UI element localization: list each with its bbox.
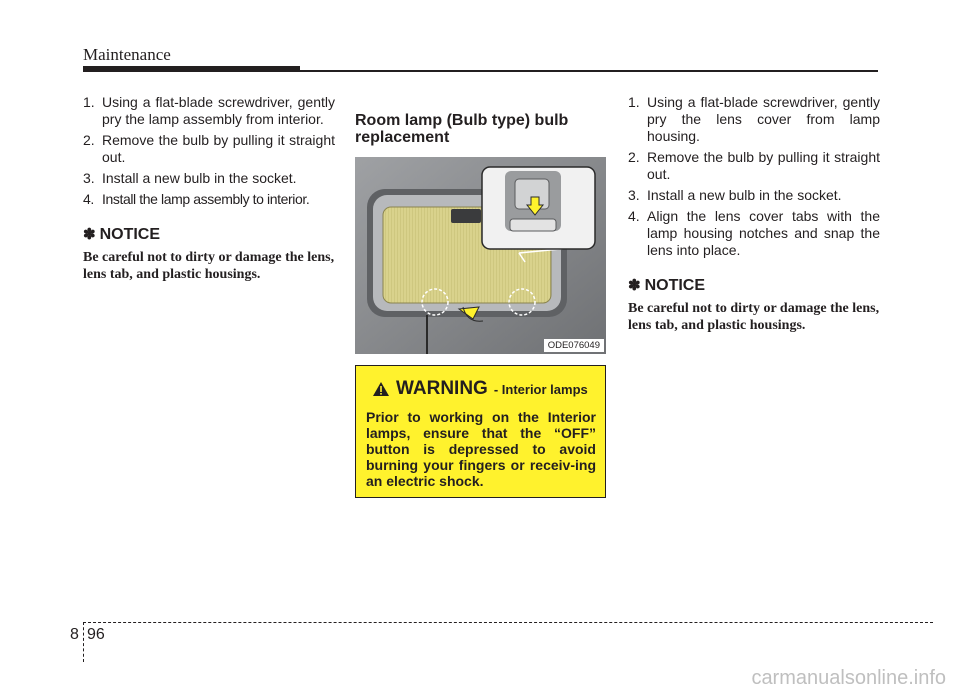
list-item [628, 187, 880, 204]
notice-body: Be careful not to dirty or damage the lens, lens tab, and plastic housings. [83, 250, 335, 282]
warning-body: Prior to working on the Interior lamps, ensure that the “OFF” button is depressed to avoid burning your fingers or receiv-ing an electric shock. [366, 409, 596, 489]
right-steps-list [628, 94, 880, 259]
list-item [83, 94, 335, 128]
step-number: 1. [628, 94, 640, 110]
warning-triangle-icon [372, 381, 390, 397]
step-text: Remove the bulb by pulling it straight out. [647, 149, 880, 182]
notice-heading [628, 276, 880, 295]
list-item [83, 191, 335, 208]
list-item [83, 170, 335, 187]
header-rule [300, 70, 878, 72]
left-column [83, 94, 335, 283]
room-lamp-figure [355, 157, 606, 354]
list-item [628, 94, 880, 145]
page-header-title: Maintenance [83, 45, 171, 64]
step-text: Install the lamp assembly to interior. [102, 191, 310, 207]
step-text: Install a new bulb in the socket. [647, 187, 842, 203]
list-item [628, 149, 880, 183]
warning-heading [372, 378, 596, 400]
right-column [628, 94, 880, 334]
step-text: Align the lens cover tabs with the lamp housing notches and snap the lens into place. [647, 208, 880, 258]
step-number: 4. [83, 191, 94, 207]
room-lamp-illustration [355, 157, 606, 354]
step-number: 1. [83, 94, 95, 110]
list-item [83, 132, 335, 166]
step-number: 4. [628, 208, 640, 224]
step-text: Remove the bulb by pulling it straight out. [102, 132, 335, 165]
step-text: Using a flat-blade screwdriver, gently pry the lens cover from lamp housing. [647, 94, 880, 144]
header-bar [83, 66, 300, 72]
footer-rule [83, 622, 933, 623]
watermark: carmanualsonline.info [751, 667, 946, 689]
notice-body: Be careful not to dirty or damage the lens, lens tab, and plastic housings. [628, 301, 880, 333]
section-title: Room lamp (Bulb type) bulb replacement [355, 112, 569, 146]
notice-star-icon: ✽ [628, 277, 641, 294]
page-number: 96 [87, 626, 105, 643]
list-item [628, 208, 880, 259]
step-text: Install a new bulb in the socket. [102, 170, 297, 186]
notice-heading [83, 225, 335, 244]
warning-sublabel: - Interior lamps [493, 381, 588, 397]
step-text: Using a flat-blade screwdriver, gently pry the lamp assembly from interior. [102, 94, 335, 127]
step-number: 3. [628, 187, 640, 203]
chapter-number: 8 [70, 626, 79, 643]
warning-box [355, 365, 606, 498]
figure-caption: ODE076049 [544, 339, 604, 352]
left-steps-list [83, 94, 335, 208]
notice-star-icon: ✽ [83, 226, 96, 243]
notice-title: NOTICE [644, 277, 706, 294]
step-number: 3. [83, 170, 95, 186]
step-number: 2. [628, 149, 640, 165]
notice-title: NOTICE [99, 226, 161, 243]
footer-divider [83, 622, 84, 662]
middle-column [355, 112, 606, 146]
step-number: 2. [83, 132, 95, 148]
warning-label: WARNING [396, 378, 488, 399]
